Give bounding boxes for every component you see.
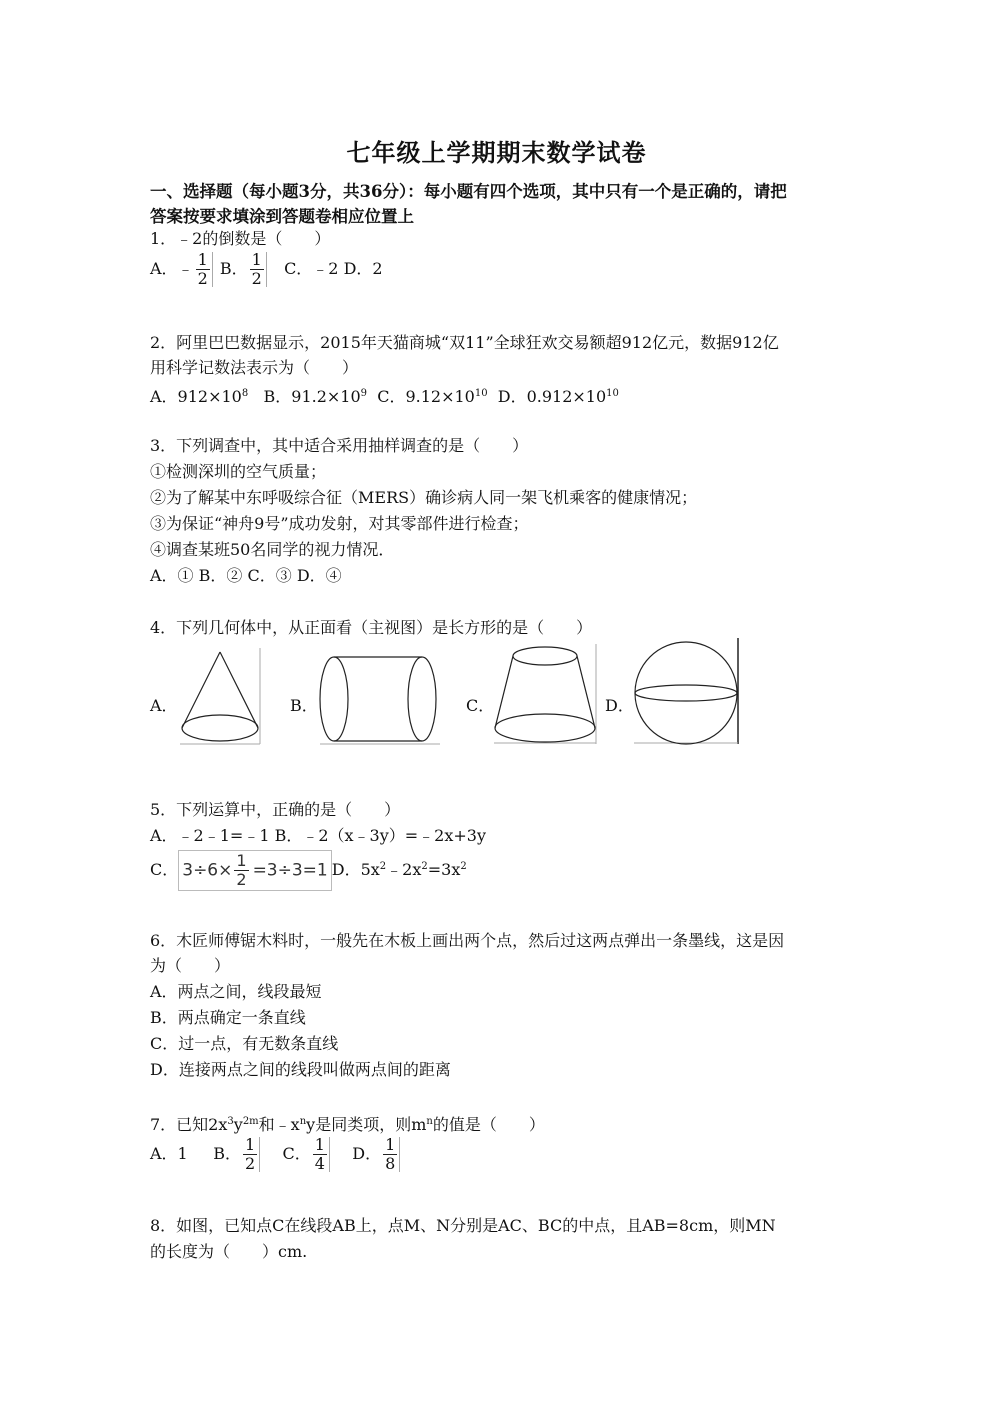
q5-stem: 5．下列运算中，正确的是（ ） [150, 800, 401, 819]
q3-item4: ④调查某班50名同学的视力情况． [150, 540, 395, 559]
q7-option-d-label: D． [352, 1144, 382, 1163]
q1-option-a-label: A．﹣ [150, 259, 194, 278]
sphere-figure [632, 638, 742, 746]
q2-line1: 2．阿里巴巴数据显示，2015年天猫商城“双11”全球狂欢交易额超912亿元，数据912亿 [150, 333, 779, 352]
q7-option-a: A．1 [150, 1144, 188, 1163]
q2-option-b: B．91.2×10 [263, 387, 361, 406]
cone-figure [178, 648, 263, 746]
frustum-figure [492, 644, 600, 746]
q4-stem: 4．下列几何体中，从正面看（主视图）是长方形的是（ ） [150, 618, 593, 637]
cylinder-figure [318, 655, 442, 747]
q6-line2: 为（ ） [150, 956, 231, 975]
q1-option-b-label: B． [219, 259, 248, 278]
q7-option-d-fraction: $\frac{1}{8}$ [383, 1137, 400, 1172]
q1-option-b-fraction: $\frac{1}{2}$ [250, 252, 267, 287]
q6-option-b: B．两点确定一条直线 [150, 1008, 306, 1027]
q1-stem: 1．﹣2的倒数是（ ） [150, 229, 331, 248]
q3-item2: ②为了解某中东呼吸综合征（MERS）确诊病人同一架飞机乘客的健康情况； [150, 488, 698, 507]
q2-options: A．$912\times 10^8$ B．$91.2\times 10^9$ C．$9.12\times 10^{10}$ D．$0.912\times 10^{10}$ [150, 387, 619, 406]
q4-option-c-label: C． [466, 696, 495, 715]
q3-item3: ③为保证“神舟9号”成功发射，对其零部件进行检查； [150, 514, 529, 533]
q7-option-b-label: B． [213, 1144, 241, 1163]
q7-options [150, 1137, 402, 1172]
q5-option-d: D．$5x^2﹣2x^2=3x^2$ [331, 860, 467, 879]
q7-option-c-fraction: $\frac{1}{4}$ [313, 1137, 330, 1172]
q2-option-d: D．0.912×10 [497, 387, 607, 406]
q1-option-a-fraction: $\frac{1}{2}$ [196, 252, 213, 287]
q1-options [150, 252, 383, 287]
q3-options: A．① B．② C．③ D．④ [150, 566, 342, 585]
q2-option-c: C．9.12×10 [377, 387, 475, 406]
q4-option-b-label: B． [290, 696, 318, 715]
q4-option-d-label: D． [605, 696, 634, 715]
q6-option-a: A．两点之间，线段最短 [150, 982, 322, 1001]
q7-stem: 7．已知$2x^3y^{2m}$和$﹣x^ny$是同类项，则$m^n$的值是（ ） [150, 1115, 545, 1134]
section-heading-line2: 答案按要求填涂到答题卷相应位置上 [150, 207, 414, 226]
q5-option-c-label: C． [150, 860, 179, 879]
q6-line1: 6．木匠师傅锯木料时，一般先在木板上画出两个点，然后过这两点弹出一条墨线，这是因 [150, 931, 785, 950]
q6-option-d: D．连接两点之间的线段叫做两点间的距离 [150, 1060, 451, 1079]
q7-option-b-fraction: $\frac{1}{2}$ [243, 1137, 260, 1172]
q8-line2: 的长度为（ ）cm. [150, 1242, 308, 1261]
q3-stem: 3．下列调查中，其中适合采用抽样调查的是（ ） [150, 436, 529, 455]
q5-options-cd [150, 850, 467, 891]
page-title: 七年级上学期期末数学试卷 [346, 138, 647, 167]
q5-option-c-expression: 3÷6× $\frac{1}{2}$ =3÷3=1 [178, 850, 332, 891]
q3-item1: ①检测深圳的空气质量； [150, 462, 327, 481]
q1-options-cd: C．﹣2 D．2 [284, 259, 383, 278]
q7-option-c-label: C． [282, 1144, 311, 1163]
q2-option-a: A．912×10 [150, 387, 242, 406]
q6-option-c: C．过一点，有无数条直线 [150, 1034, 339, 1053]
q2-line2: 用科学记数法表示为（ ） [150, 358, 359, 377]
section-heading-line1: 一、选择题（每小题3分，共36分）：每小题有四个选项，其中只有一个是正确的，请把 [150, 182, 787, 201]
q4-option-a-label: A． [150, 696, 178, 715]
q8-line1: 8．如图，已知点C在线段AB上，点M、N分别是AC、BC的中点，且AB=8cm，则MN [150, 1216, 776, 1235]
q5-options-ab: A．﹣2﹣1=﹣1 B．﹣2（x﹣3y）=﹣2x+3y [150, 826, 487, 845]
